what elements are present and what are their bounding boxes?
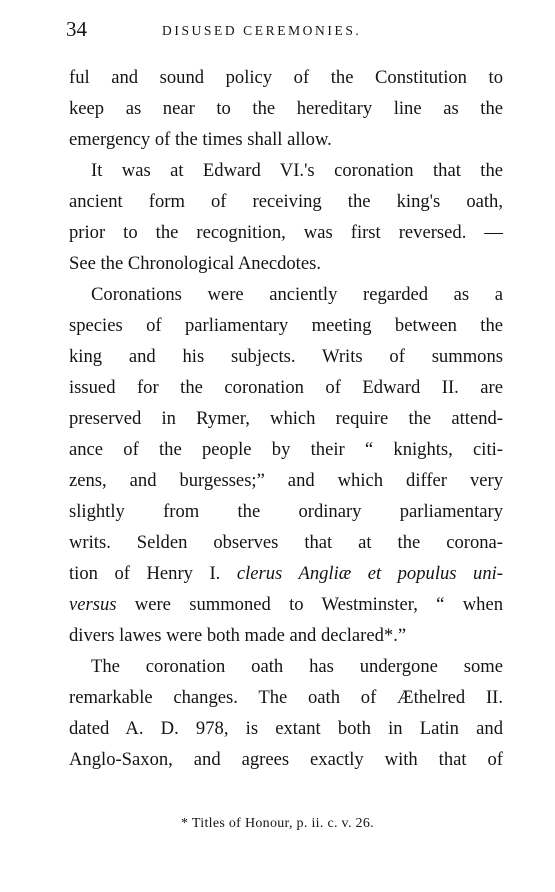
text-line: issued for the coronation of Edward II. are — [69, 377, 503, 398]
text-line: zens, and burgesses;” and which differ very — [69, 470, 503, 491]
text-line: king and his subjects. Writs of summons — [69, 346, 503, 367]
text-run: were summoned to Westminster, “ when — [116, 594, 503, 615]
text-line: writs. Selden observes that at the corona- — [69, 532, 503, 553]
text-line: prior to the recognition, was first reversed. — — [69, 222, 503, 243]
body-text — [69, 62, 503, 775]
text-line: Anglo-Saxon, and agrees exactly with that of — [69, 749, 503, 770]
text-line: dated A. D. 978, is extant both in Latin and — [69, 718, 503, 739]
text-line: remarkable changes. The oath of Æthelred II. — [69, 687, 503, 708]
text-line: ful and sound policy of the Constitution to — [69, 67, 503, 88]
text-line: ance of the people by their “ knights, citi- — [69, 439, 503, 460]
text-line: keep as near to the hereditary line as the — [69, 98, 503, 119]
text-line-mixed — [69, 589, 503, 620]
text-line: slightly from the ordinary parliamentary — [69, 501, 503, 522]
text-line: The coronation oath has undergone some — [91, 656, 503, 677]
text-line: See the Chronological Anecdotes. — [69, 253, 321, 274]
text-line: species of parliamentary meeting between the — [69, 315, 503, 336]
text-line: It was at Edward VI.'s coronation that the — [91, 160, 503, 181]
text-line: emergency of the times shall allow. — [69, 129, 332, 150]
page-number: 34 — [66, 17, 87, 41]
text-line: preserved in Rymer, which require the attend- — [69, 408, 503, 429]
text-line: ancient form of receiving the king's oath, — [69, 191, 503, 212]
latin-quotation: versus — [69, 594, 117, 615]
latin-quotation: clerus Angliæ et populus uni- — [236, 563, 503, 584]
text-line: Coronations were anciently regarded as a — [91, 284, 503, 305]
paragraph-2 — [69, 155, 503, 279]
text-run: tion of Henry I. — [69, 563, 237, 584]
paragraph-4 — [69, 651, 503, 775]
paragraph-3 — [69, 279, 503, 651]
running-head-title: DISUSED CEREMONIES. — [162, 23, 362, 38]
footnote: * Titles of Honour, p. ii. c. v. 26. — [181, 816, 374, 831]
running-head — [66, 14, 506, 44]
text-line: divers lawes were both made and declared*.” — [69, 625, 407, 646]
text-line-mixed — [69, 558, 503, 589]
paragraph-1 — [69, 62, 503, 155]
